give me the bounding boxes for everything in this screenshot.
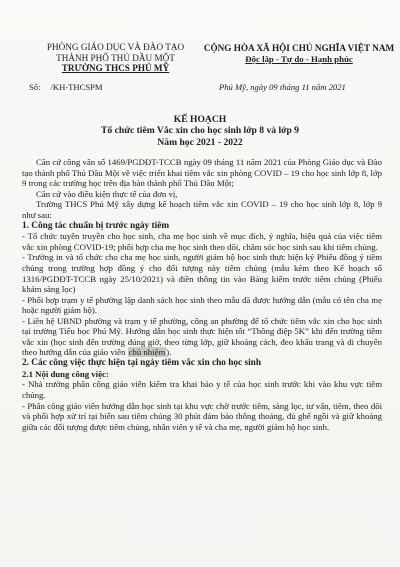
section-1-heading: 1. Công tác chuẩn bị trước ngày tiêm [22,220,170,231]
document-number [29,82,103,92]
section-1-item-4-end: ). [166,347,172,358]
section-2-item-2: - Phân công giáo viên hướng dẫn học sinh tại khu vực chờ trước tiêm, sàng lọc, tư vấn, tiêm, theo dõi và phối hợp xử trí tại biến sau tiêm chủng 30 phút đảm bảo thông thoáng, đủ ghế ngồi và giữ khoảng giữa các đối tượng được tiêm chủng, nhân viên y tế và cha mẹ, người giám hộ học sinh. [22,400,382,432]
issuer-header [18,42,213,74]
intro-paragraph-2: Căn cứ vào điều kiện thực tế của đơn vị, [36,188,178,199]
title-line-subject: Tổ chức tiêm Vắc xin cho học sinh lớp 8 và lớp 9 [101,125,299,137]
document-body [22,157,382,432]
section-1-item-3: - Phối hợp trạm y tế phường lập danh sách học sinh theo mẫu đã được hướng dẫn (mẫu có tên cha mẹ hoặc người giám hộ). [22,294,382,316]
issuer-line-department: PHÒNG GIÁO DỤC VÀ ĐÀO TẠO [46,42,185,52]
document-number-code: /KH-THCSPM [50,82,103,92]
national-title: CỘNG HÒA XÃ HỘI CHỦ NGHĨA VIỆT NAM [203,43,395,53]
intro-paragraph-3: Trường THCS Phú Mỹ xây dựng kế hoạch tiêm vắc xin COVID – 19 cho học sinh lớp 8, lớp 9 như sau: [22,199,382,220]
national-header [202,43,396,65]
section-1-item-4-text: - Liên hệ UBND phường và trạm y tế phường, công an phường để tổ chức tiêm vắc xin cho học sinh tại trường Tiểu học Phú Mỹ. Hướng dẫn học sinh thực hiện tốt “Thông điệp 5K” khi đến trường tiêm vắc xin (học sinh đến trường đúng giờ, theo từng lớp, giữ khoảng cách, đeo khẩu trang và di chuyển theo hướng dẫn của giáo viên [22,315,382,358]
section-2-heading: 2. Các công việc thực hiện tại ngày tiêm vắc xin cho học sinh [22,358,262,369]
intro-paragraph-1: Căn cứ công văn số 1469/PGDĐT-TCCB ngày 09 tháng 11 năm 2021 của Phòng Giáo dục và Đào tạo thành phố Thủ Dầu Một về việc triển khai tiêm vắc xin phòng COVID – 19 cho học sinh lớp 8, lớp 9 trong các trường học trên địa bàn thành phố Thủ Dầu Một; [22,157,382,189]
section-2-1-heading: 2.1 Nội dung công việc: [22,368,109,379]
highlighted-text: chủ nhiệm [128,347,166,358]
title-line-plan: KẾ HOẠCH [173,114,227,125]
document-title [0,114,400,148]
section-1-item-4 [22,316,382,358]
issuer-line-city: THÀNH PHỐ THỦ DẦU MỘT [56,52,175,63]
issuer-line-school: TRƯỜNG THCS PHÚ MỸ [61,63,170,74]
document-number-prefix: Số: [29,82,41,92]
section-2-item-1: - Nhà trường phân công giáo viên kiểm tra khai báo y tế của học sinh trước khi vào khu vực tiêm chủng. [22,379,382,401]
place-date: Phú Mỹ, ngày 09 tháng 11 năm 2021 [219,82,346,92]
section-1-item-1: - Tổ chức tuyên truyền cho học sinh, cha mẹ học sinh về mục đích, ý nghĩa, hiệu quả của việc tiêm vắc xin phòng COVID-19; phối hợp cha mẹ học sinh theo dõi, chăm sóc học sinh sau khi tiêm chủng. [22,231,382,252]
national-motto: Độc lập - Tự do - Hạnh phúc [245,54,353,64]
section-1-item-2: - Trường in và tổ chức cho cha mẹ học sinh, người giám hộ học sinh thực hiện ký Phiếu đồng ý tiêm chủng trong trường hợp đồng ý cho đối tượng này tiêm chủng (mẫu kèm theo Kế hoạch số 1316/PGDĐT-TCCB ngày 25/10/2021) và điền thông tin vào Bảng kiểm trước tiêm chủng (Phiếu khám sàng lọc) [22,252,382,295]
title-line-school-year: Năm học 2021 - 2022 [157,136,243,148]
